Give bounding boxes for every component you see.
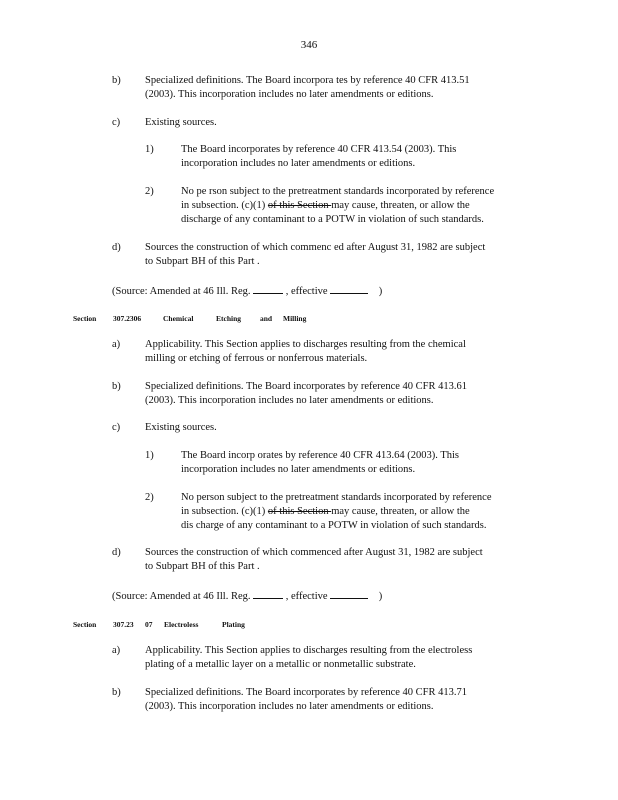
item-label-c2: 2) (145, 492, 154, 503)
para-c2-line2-start: in subsection. (c)(1) (181, 200, 268, 211)
section-title-word-1: Electroless (164, 620, 199, 629)
item-label-d: d) (112, 547, 121, 558)
section-title-word-4: Milling (283, 314, 307, 323)
source-note (112, 588, 382, 604)
source-prefix: (Source: Amended at 46 Ill. Reg. (112, 286, 251, 297)
para-c2-line2 (181, 199, 470, 213)
page-number: 346 (300, 39, 318, 51)
para-b-line1: Specialized definitions. The Board incorporates by reference 40 CFR 413.71 (145, 687, 468, 698)
item-label-b: b) (112, 381, 121, 392)
item-label-c: c) (112, 117, 121, 128)
item-label-c: c) (112, 422, 121, 433)
effective-blank (330, 283, 368, 294)
effective-blank (330, 588, 368, 599)
source-close: ) (378, 591, 383, 602)
para-c: Existing sources. (145, 422, 217, 433)
para-c1-line2: incorporation includes no later amendments or editions. (181, 464, 416, 475)
para-c2-line2-start: in subsection. (c)(1) (181, 506, 268, 517)
item-label-c2: 2) (145, 186, 154, 197)
para-b-line2: (2003). This incorporation includes no later amendments or editions. (145, 701, 434, 712)
section-number-part-a: 307.23 (113, 620, 134, 629)
para-a-line1: Applicability. This Section applies to discharges resulting from the chemical (145, 339, 466, 350)
para-c1-line1: The Board incorporates by reference 40 CFR 413.54 (2003). This (181, 144, 457, 155)
para-d-line2: to Subpart BH of this Part . (145, 561, 260, 572)
section-title-word-2: Plating (222, 620, 245, 629)
para-b-line2: (2003). This incorporation includes no later amendments or editions. (145, 89, 434, 100)
para-c1-line1: The Board incorp orates by reference 40 CFR 413.64 (2003). This (181, 450, 459, 461)
para-c2-line1: No person subject to the pretreatment standards incorporated by reference (181, 492, 492, 503)
source-prefix: (Source: Amended at 46 Ill. Reg. (112, 591, 251, 602)
item-label-b: b) (112, 75, 121, 86)
para-c2-line2 (181, 505, 470, 519)
para-b-line1: Specialized definitions. The Board incorporates by reference 40 CFR 413.61 (145, 381, 468, 392)
register-blank (253, 283, 283, 294)
para-c2-line2-end: may cause, threaten, or allow the (331, 200, 470, 211)
item-label-a: a) (112, 645, 121, 656)
para-b-line1: Specialized definitions. The Board incorpora tes by reference 40 CFR 413.51 (145, 75, 470, 86)
para-c2-line3: dis charge of any contaminant to a POTW in violation of such standards. (181, 520, 487, 531)
source-note (112, 283, 382, 299)
section-number: 307.2306 (113, 314, 142, 323)
para-c1-line2: incorporation includes no later amendments or editions. (181, 158, 416, 169)
para-c: Existing sources. (145, 117, 217, 128)
register-blank (253, 588, 283, 599)
para-c2-line1: No pe rson subject to the pretreatment standards incorporated by reference (181, 186, 495, 197)
para-c2-line3: discharge of any contaminant to a POTW in violation of such standards. (181, 214, 484, 225)
item-label-d: d) (112, 242, 121, 253)
section-title-word-2: Etching (216, 314, 242, 323)
section-word: Section (73, 314, 97, 323)
item-label-c1: 1) (145, 450, 154, 461)
para-b-line2: (2003). This incorporation includes no later amendments or editions. (145, 395, 434, 406)
para-d-line1: Sources the construction of which commenc ed after August 31, 1982 are subject (145, 242, 486, 253)
para-a-line2: plating of a metallic layer on a metallic or nonmetallic substrate. (145, 659, 416, 670)
source-close: ) (378, 286, 383, 297)
para-d-line2: to Subpart BH of this Part . (145, 256, 260, 267)
effective-label: , effective (285, 591, 328, 602)
para-a-line1: Applicability. This Section applies to discharges resulting from the electroless (145, 645, 473, 656)
item-label-b: b) (112, 687, 121, 698)
para-a-line2: milling or etching of ferrous or nonferrous materials. (145, 353, 368, 364)
struck-text: of this Section (267, 506, 332, 517)
item-label-c1: 1) (145, 144, 154, 155)
struck-text: of this Section (267, 200, 332, 211)
item-label-a: a) (112, 339, 121, 350)
effective-label: , effective (285, 286, 328, 297)
para-d-line1: Sources the construction of which commenced after August 31, 1982 are subject (145, 547, 483, 558)
section-title-word-3: and (260, 314, 273, 323)
para-c2-line2-end: may cause, threaten, or allow the (331, 506, 470, 517)
section-title-word-1: Chemical (163, 314, 194, 323)
section-number-part-b: 07 (145, 620, 153, 629)
section-word: Section (73, 620, 97, 629)
